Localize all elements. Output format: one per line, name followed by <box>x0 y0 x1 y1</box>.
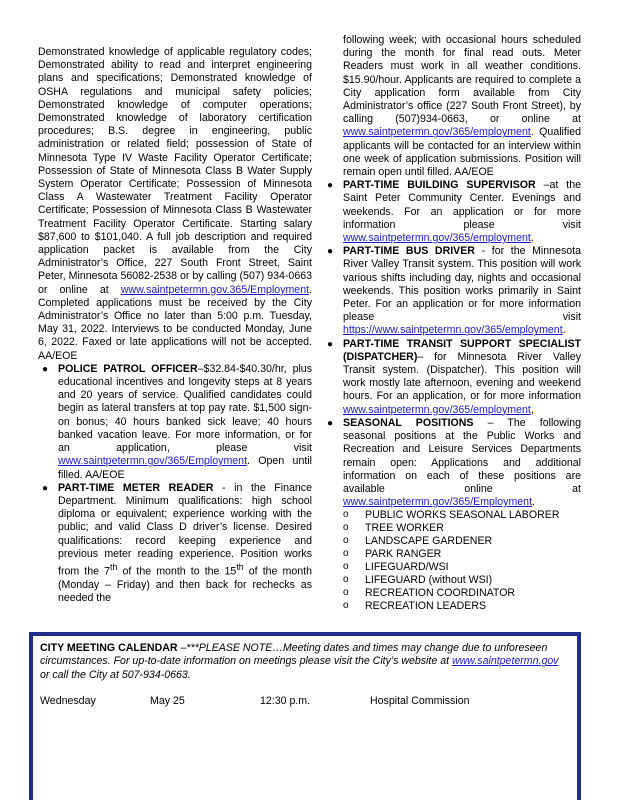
circle-bullet-icon: o <box>343 560 349 572</box>
punctuation: . <box>530 232 534 245</box>
transit-specialist-text: – for Minnesota River Valley Transit system. (Dispatcher). This position will work mostly late afternoon, evening and weekend hours. For an application, or for more information <box>343 350 581 403</box>
calendar-note-after: or call the City at 507-934-0663. <box>40 668 191 681</box>
seasonal-position: LANDSCAPE GARDENER <box>365 535 493 548</box>
meeting-time: 12:30 p.m. <box>260 695 311 708</box>
seasonal-position: RECREATION COORDINATOR <box>365 586 516 599</box>
seasonal-position: TREE WORKER <box>365 522 444 535</box>
superscript: th <box>236 561 244 572</box>
transit-specialist-posting <box>323 338 581 417</box>
meter-reader-continued <box>323 34 581 179</box>
circle-bullet-icon: o <box>343 573 349 585</box>
bullet-icon: ● <box>327 180 334 192</box>
city-meeting-calendar <box>29 632 581 800</box>
building-employment-link[interactable]: www.saintpetermn.gov/365/employment <box>343 232 531 245</box>
engineer-posting-continued <box>38 46 312 363</box>
seasonal-position: LIFEGUARD/WSI <box>365 560 449 573</box>
police-employment-link[interactable]: www.saintpetermn.gov/365/Employment <box>58 455 248 468</box>
meeting-event: Hospital Commission <box>370 695 470 708</box>
list-item <box>343 600 581 613</box>
circle-bullet-icon: o <box>343 599 349 611</box>
meter-reader-continued-text: following week; with occasional hours scheduled during the month for final read outs. Meter Readers must work in all weather conditions. $15.90/hour. Applicants are required to complete a City application form available from City Administrator’s office (227 South Front Street), by calling (507)934-0663, or online at <box>343 34 581 126</box>
meter-reader-text: of the month to the 15 <box>117 565 237 578</box>
police-officer-after: . Open until filled. AA/EOE <box>58 455 312 481</box>
engineer-deadline-text: . Completed applications must be received by the City Administrator’s Office no later than 5:00 p.m. Tuesday, May 31, 2022. Interviews to be conducted Monday, June 6, 2022. Faxed or late applications will not be accepted. AA/EOE <box>38 283 312 362</box>
list-item <box>343 509 581 522</box>
bus-driver-title: PART-TIME BUS DRIVER <box>343 245 475 258</box>
bullet-icon: ● <box>327 246 334 258</box>
list-item <box>343 522 581 535</box>
seasonal-positions-text: – The following seasonal positions at the Public Works and Recreation and Leisure Services Departments remain open: Applications and additional information on each of these positions are available online at <box>343 416 581 495</box>
city-website-link[interactable]: www.saintpetermn.gov <box>451 655 559 668</box>
bullet-icon: ● <box>42 363 49 375</box>
seasonal-position: PUBLIC WORKS SEASONAL LABORER <box>365 509 560 522</box>
list-item <box>343 548 581 561</box>
circle-bullet-icon: o <box>343 586 349 598</box>
police-officer-title: POLICE PATROL OFFICER <box>58 362 198 375</box>
circle-bullet-icon: o <box>343 548 349 560</box>
meter-reader-continued-after: . Qualified applicants will be contacted for an interview within one week of application submissions. Position will remain open until filled. AA/EOE <box>343 126 581 179</box>
list-item <box>343 587 581 600</box>
meter-reader-text: - in the Finance Department. Minimum qualifications: high school diploma or equivalent; experience working with the public; and valid Class D driver’s license. Desired qualifications: record keeping experience and previous meter reading experience. Position works from the 7 <box>58 481 312 578</box>
seasonal-positions-posting <box>323 417 581 509</box>
punctuation: , <box>530 403 534 416</box>
left-column <box>38 46 312 605</box>
bullet-icon: ● <box>327 338 334 350</box>
building-supervisor-text: –at the Saint Peter Community Center. Evenings and weekends. For an application or for more information please visit <box>343 179 581 231</box>
meter-reader-text: of the month (Monday – Friday) and then back for rechecks as needed the <box>58 565 312 604</box>
meeting-date: May 25 <box>150 695 185 708</box>
superscript: th <box>110 561 118 572</box>
calendar-note: –***PLEASE NOTE…Meeting dates and times may change due to unforeseen circumstances. For up-to-date information on meetings please visit the City’s website at <box>40 642 548 668</box>
seasonal-position: RECREATION LEADERS <box>365 599 487 612</box>
list-item <box>343 561 581 574</box>
seasonal-position: LIFEGUARD (without WSI) <box>365 573 493 586</box>
bus-driver-text: - for the Minnesota River Valley Transit system. This position will work various shifts including day, nights and occasional weekends. This position works primarily in Saint Peter. For an application or for more information please visit <box>343 245 581 324</box>
calendar-row <box>40 695 570 708</box>
punctuation: . <box>532 496 535 509</box>
punctuation: . <box>562 324 566 337</box>
seasonal-positions-title: SEASONAL POSITIONS <box>343 416 474 429</box>
list-item <box>343 574 581 587</box>
bullet-icon: ● <box>42 482 49 494</box>
bus-driver-posting <box>323 245 581 337</box>
police-officer-posting <box>38 363 312 482</box>
building-supervisor-title: PART-TIME BUILDING SUPERVISOR <box>343 179 536 192</box>
engineer-requirements-text: Demonstrated knowledge of applicable regulatory codes; Demonstrated ability to read and interpret engineering plans and specifications; Demonstrated knowledge of OSHA regulations and municipal safety policies; Demonstrated knowledge of computer operations; Demonstrated knowledge of laboratory certification procedures; B.S. degree in engineering, public administration or related field; possession of State of Minnesota Type IV Waste Facility Operator Certificate; Possession of State of Minnesota Class B Water Supply System Operator Certificate; Possession of Minnesota Class A Wastewater Treatment Facility Operator Certificate; Possession of Minnesota Class B Wastewater Treatment Facility Operator Certificate. Starting salary $87,600 to $101,040. A full job description and required application packet is available from the City Administrator’s Office, 227 South Front Street, Saint Peter, Minnesota 56082-2538 or by calling (507) 934-0663 or online at <box>38 46 312 296</box>
meter-reader-title: PART-TIME METER READER <box>58 481 214 494</box>
seasonal-positions-list <box>323 509 581 612</box>
meter-employment-link[interactable]: www.saintpetermn.gov/365/employment <box>343 126 531 139</box>
meeting-day: Wednesday <box>40 695 96 708</box>
calendar-header <box>40 642 570 682</box>
seasonal-employment-link[interactable]: www.saintpetermn.gov/365/Employment <box>343 496 533 509</box>
police-officer-text: –$32.84-$40.30/hr, plus educational incentives and longevity steps at 8 years and 20 years of service. Qualified candidates could begin as lateral transfers at top pay rate. $1,500 sign-on bonus; 40 hours banked sick leave; 40 hours banked vacation leave. For more information, or for an application, please visit <box>58 362 312 455</box>
bullet-icon: ● <box>327 417 334 429</box>
building-supervisor-posting <box>323 179 581 245</box>
transit-employment-link[interactable]: www.saintpetermn.gov/365/employment <box>343 403 531 416</box>
right-column <box>323 34 581 613</box>
meter-reader-posting <box>38 482 312 605</box>
circle-bullet-icon: o <box>343 522 349 534</box>
transit-specialist-title: PART-TIME TRANSIT SUPPORT SPECIALIST (DISPATCHER) <box>343 337 581 363</box>
circle-bullet-icon: o <box>343 535 349 547</box>
seasonal-position: PARK RANGER <box>365 548 442 561</box>
circle-bullet-icon: o <box>343 509 349 521</box>
calendar-title: CITY MEETING CALENDAR <box>40 642 178 654</box>
list-item <box>343 535 581 548</box>
bus-employment-link[interactable]: https://www.saintpetermn.gov/365/employment <box>343 324 563 337</box>
engineer-employment-link[interactable]: www.saintpetermn.gov.365/Employment <box>120 283 310 296</box>
